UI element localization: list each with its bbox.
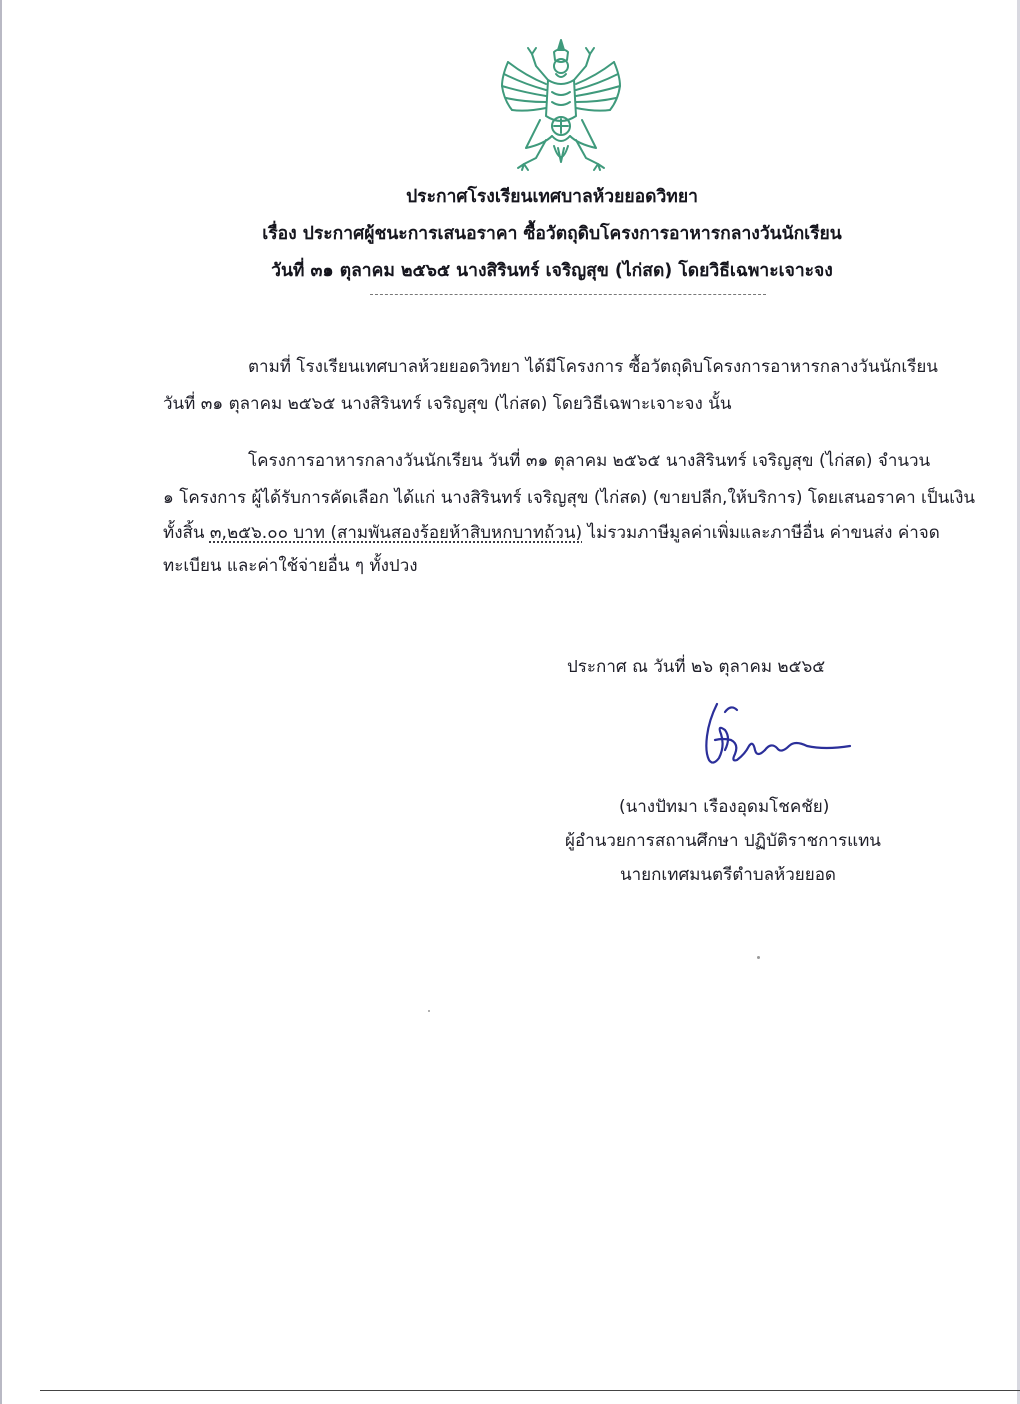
paragraph-2-line-1: โครงการอาหารกลางวันนักเรียน วันที่ ๓๑ ตุลาคม ๒๕๖๕ นางสิรินทร์ เจริญสุข (ไก่สด) จำนวน [248,451,931,471]
page-bottom-rule [40,1390,1020,1391]
paragraph-2-line-3 [163,519,940,546]
garuda-emblem-icon [496,36,626,176]
announcement-subject: เรื่อง ประกาศผู้ชนะการเสนอราคา ซื้อวัตถุดิบโครงการอาหารกลางวันนักเรียน [262,224,842,244]
handwritten-signature [695,700,855,782]
paragraph-2-line-2: ๑ โครงการ ผู้ได้รับการคัดเลือก ได้แก่ นางสิรินทร์ เจริญสุข (ไก่สด) (ขายปลีก,ให้บริการ) โดยเสนอราคา เป็นเงิน [163,488,975,508]
signer-position: ผู้อำนวยการสถานศึกษา ปฏิบัติราชการแทน [565,831,881,851]
scan-edge-left [0,0,2,1404]
paragraph-1-line-1: ตามที่ โรงเรียนเทศบาลห้วยยอดวิทยา ได้มีโครงการ ซื้อวัตถุดิบโครงการอาหารกลางวันนักเรียน [248,357,938,377]
scan-speck [757,956,760,959]
header-divider [370,294,766,295]
announcement-heading: ประกาศโรงเรียนเทศบาลห้วยยอดวิทยา [406,187,698,207]
paragraph-2-line-4: ทะเบียน และค่าใช้จ่ายอื่น ๆ ทั้งปวง [163,556,418,576]
announcement-detail: วันที่ ๓๑ ตุลาคม ๒๕๖๕ นางสิรินทร์ เจริญสุข (ไก่สด) โดยวิธีเฉพาะเจาะจง [271,261,833,281]
total-label: ทั้งสิ้น [163,523,210,543]
signer-acting-position: นายกเทศมนตรีตำบลห้วยยอด [620,865,836,885]
signer-name: (นางปัทมา เรืองอุดมโชคชัย) [619,797,830,817]
paragraph-1-line-2: วันที่ ๓๑ ตุลาคม ๒๕๖๕ นางสิรินทร์ เจริญสุข (ไก่สด) โดยวิธีเฉพาะเจาะจง นั้น [163,394,732,414]
announcement-date: ประกาศ ณ วันที่ ๒๖ ตุลาคม ๒๕๖๕ [567,657,826,677]
total-amount: ๓,๒๕๖.๐๐ บาท (สามพันสองร้อยห้าสิบหกบาทถ้วน) [209,523,583,543]
scan-speck [428,1010,430,1012]
tax-note: ไม่รวมภาษีมูลค่าเพิ่มและภาษีอื่น ค่าขนส่ง ค่าจด [582,523,940,543]
